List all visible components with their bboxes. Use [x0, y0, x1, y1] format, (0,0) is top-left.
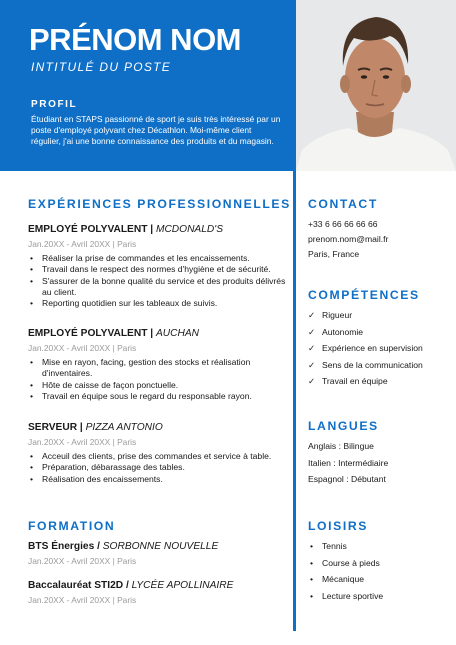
job-dates: Jan.20XX - Avril 20XX | Paris — [28, 343, 137, 353]
job-position: SERVEUR — [28, 422, 78, 433]
job-task: • Acceuil des clients, prise des commandes et service à table. — [28, 451, 290, 462]
candidate-name: PRÉNOM NOM — [29, 22, 241, 57]
portrait-image — [296, 0, 456, 171]
job-dates: Jan.20XX - Avril 20XX | Paris — [28, 437, 137, 447]
job-title-line: EMPLOYÉ POLYVALENT | MCDONALD'S — [28, 224, 223, 235]
job-task: • Mise en rayon, facing, gestion des stocks et réalisation d'inventaires. — [28, 357, 290, 380]
job-task: • Réalisation des encaissements. — [28, 474, 290, 485]
language-item: Espagnol : Débutant — [308, 474, 386, 484]
profile-heading: PROFIL — [31, 99, 78, 110]
education-title-line: BTS Énergies / SORBONNE NOUVELLE — [28, 541, 219, 552]
contact-heading: CONTACT — [308, 197, 378, 211]
job-task: • Préparation, débarassage des tables. — [28, 462, 290, 473]
job-tasks — [28, 357, 290, 402]
education-entry — [28, 580, 290, 605]
hobby-item: • Mécanique — [308, 574, 383, 591]
experience-heading: EXPÉRIENCES PROFESSIONNELLES — [28, 197, 291, 211]
skill-item: ✓ Rigueur — [308, 310, 423, 327]
education-dates: Jan.20XX - Avril 20XX | Paris — [28, 595, 137, 605]
skill-item: ✓ Autonomie — [308, 327, 423, 344]
job-entry — [28, 224, 290, 309]
education-school: LYCÉE APOLLINAIRE — [131, 580, 234, 591]
job-company: AUCHAN — [155, 328, 199, 339]
hobbies-list — [308, 541, 383, 607]
skill-item: ✓ Expérience en supervision — [308, 343, 423, 360]
job-entry — [28, 422, 290, 485]
hobbies-heading: LOISIRS — [308, 519, 368, 533]
job-title-line: EMPLOYÉ POLYVALENT | AUCHAN — [28, 328, 199, 339]
column-divider — [293, 171, 296, 631]
job-task: • S'assurer de la bonne qualité du service et des produits délivrés au client. — [28, 276, 290, 299]
job-title-line: SERVEUR | PIZZA ANTONIO — [28, 422, 163, 433]
education-degree: Baccalauréat STI2D — [28, 580, 124, 591]
job-task: • Réaliser la prise de commandes et les encaissements. — [28, 253, 290, 264]
job-task: • Hôte de caisse de façon ponctuelle. — [28, 380, 290, 391]
job-task: • Reporting quotidien sur les tableaux de suivis. — [28, 298, 290, 309]
header-banner — [0, 0, 296, 171]
job-company: PIZZA ANTONIO — [85, 422, 163, 433]
job-tasks — [28, 451, 290, 485]
education-school: SORBONNE NOUVELLE — [102, 541, 219, 552]
language-item: Anglais : Bilingue — [308, 441, 374, 451]
hobby-item: • Course à pieds — [308, 558, 383, 575]
skill-item: ✓ Sens de la communication — [308, 360, 423, 377]
contact-city: Paris, France — [308, 249, 360, 259]
contact-email: prenom.nom@mail.fr — [308, 234, 389, 244]
contact-phone: +33 6 66 66 66 66 — [308, 219, 378, 229]
education-degree: BTS Énergies — [28, 541, 95, 552]
skill-item: ✓ Travail en équipe — [308, 376, 423, 393]
hobby-item: • Lecture sportive — [308, 591, 383, 608]
languages-list — [308, 441, 388, 491]
job-dates: Jan.20XX - Avril 20XX | Paris — [28, 239, 137, 249]
job-task: • Travail dans le respect des normes d'hygiène et de sécurité. — [28, 264, 290, 275]
job-company: MCDONALD'S — [155, 224, 223, 235]
skills-list — [308, 310, 423, 393]
job-position: EMPLOYÉ POLYVALENT — [28, 224, 148, 235]
profile-photo — [296, 0, 456, 171]
education-heading: FORMATION — [28, 519, 116, 533]
job-entry — [28, 328, 290, 402]
education-title-line: Baccalauréat STI2D / LYCÉE APOLLINAIRE — [28, 580, 234, 591]
education-entry — [28, 541, 290, 566]
hobby-item: • Tennis — [308, 541, 383, 558]
job-task: • Travail en équipe sous le regard du responsable rayon. — [28, 391, 290, 402]
education-dates: Jan.20XX - Avril 20XX | Paris — [28, 556, 137, 566]
job-position: EMPLOYÉ POLYVALENT — [28, 328, 148, 339]
language-item: Italien : Intermédiaire — [308, 457, 389, 468]
job-title: INTITULÉ DU POSTE — [31, 60, 172, 74]
profile-text: Étudiant en STAPS passionné de sport je suis très intéressé par un poste d'employé polyvant chez Décathlon. Moi-même client régulier, j'ai une bonne connaissance des produits et du magasin. — [31, 114, 281, 147]
skills-heading: COMPÉTENCES — [308, 288, 420, 302]
languages-heading: LANGUES — [308, 419, 379, 433]
job-tasks — [28, 253, 290, 309]
